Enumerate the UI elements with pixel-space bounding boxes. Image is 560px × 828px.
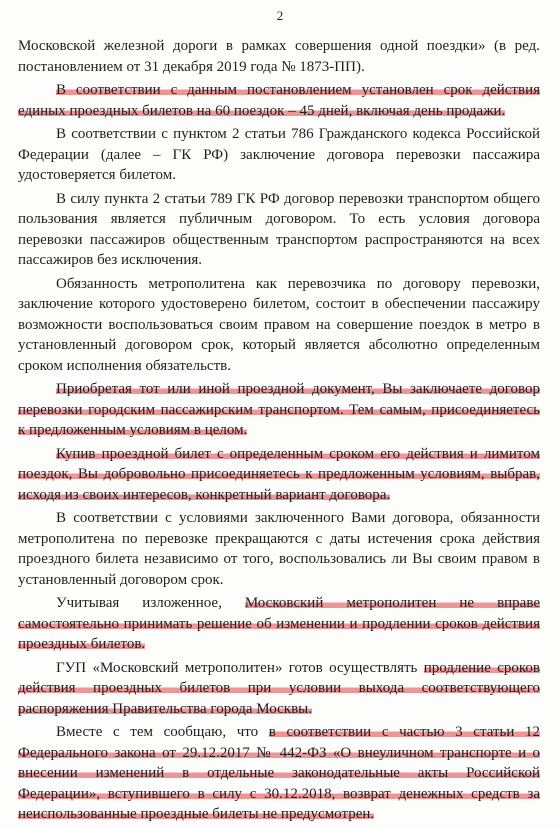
text-run: В силу пункта 2 статьи 789 ГК РФ договор перевозки транспортом общего пользования является публичным договором. То есть условия договора перевозки пассажиров общественным транспортом распространяются на всех пассажиров без исключения. bbox=[18, 190, 540, 268]
highlighted-text: В соответствии с данным постановлением установлен срок действия единых проездных билетов на 60 поездок – 45 дней, включая день продажи. bbox=[18, 82, 540, 119]
highlighted-text: Купив проездной билет с определенным сроком его действия и лимитом поездок, Вы добровольно присоединяетесь к предложенным условиям, выбрав, исходя из своих интересов, конкретный вариант договора. bbox=[18, 445, 540, 503]
page-number: 2 bbox=[276, 8, 284, 23]
paragraph-ticket-validity bbox=[18, 80, 540, 121]
text-run: Учитывая изложенное, bbox=[56, 595, 245, 611]
text-run: Московской железной дороги в рамках совершения одной поездки» (в ред. постановлением от 31 декабря 2019 года № 1873-ПП). bbox=[18, 38, 540, 75]
text-run: В соответствии с пунктом 2 статьи 786 Гражданского кодекса Российской Федерации (далее – ГК РФ) заключение договора перевозки пассажира удостоверяется билетом. bbox=[18, 126, 540, 183]
paragraph-ready-to-extend bbox=[18, 658, 540, 720]
paragraph-obligations-end bbox=[18, 508, 540, 590]
paragraph-civil-code-789 bbox=[18, 189, 540, 271]
highlighted-text: Приобретая тот или иной проездной документ, Вы заключаете договор перевозки городским пассажирским транспортом. Тем самым, присоединяетесь к предложенным условиям в целом. bbox=[18, 381, 540, 438]
paragraph-voluntary-accession bbox=[18, 444, 540, 506]
text-run: Вместе с тем сообщаю, что bbox=[56, 724, 269, 740]
highlighted-text: Московский метрополитен не вправе самостоятельно принимать решение об изменении и продлении сроков действия проездных билетов. bbox=[18, 595, 540, 652]
letter-body bbox=[18, 36, 540, 828]
text-run: Обязанность метрополитена как перевозчика по договору перевозки, заключение которого удостоверено билетом, состоит в обеспечении пассажиру возможности воспользоваться своим правом на совершение поездок в метро в установленный договором срок, который является абсолютно определенным сроком исполнения обязательств. bbox=[18, 275, 540, 374]
highlighted-text: продление сроков действия проездных билетов при условии выхода соответствующего распоряжения Правительства города Москвы. bbox=[18, 659, 540, 717]
highlighted-text: в соответствии с частью 3 статьи 12 Федерального закона от 29.12.2017 № 442-ФЗ «О внеуличном транспорте и о внесении изменений в отдельные законодательные акты Российской Федерации», вступившего в силу с 30.12.2018, возврат денежных средств за неиспользованные проездные билеты не предусмотрен. bbox=[18, 724, 541, 822]
paragraph-no-refund bbox=[18, 722, 540, 825]
text-run: ГУП «Московский метрополитен» готов осуществлять bbox=[56, 659, 424, 676]
paragraph-carrier-duty bbox=[18, 274, 540, 377]
paragraph-contract-conclusion bbox=[18, 379, 540, 441]
text-run: В соответствии с условиями заключенного Вами договора, обязанности метрополитена по перевозке прекращаются с даты истечения срока действия проездного билета независимо от того, воспользовались ли Вы своим правом в установленный договором срок. bbox=[18, 510, 540, 588]
paragraph-cannot-extend bbox=[18, 593, 540, 655]
paragraph-continuation bbox=[18, 36, 540, 77]
paragraph-civil-code-786 bbox=[18, 124, 540, 186]
